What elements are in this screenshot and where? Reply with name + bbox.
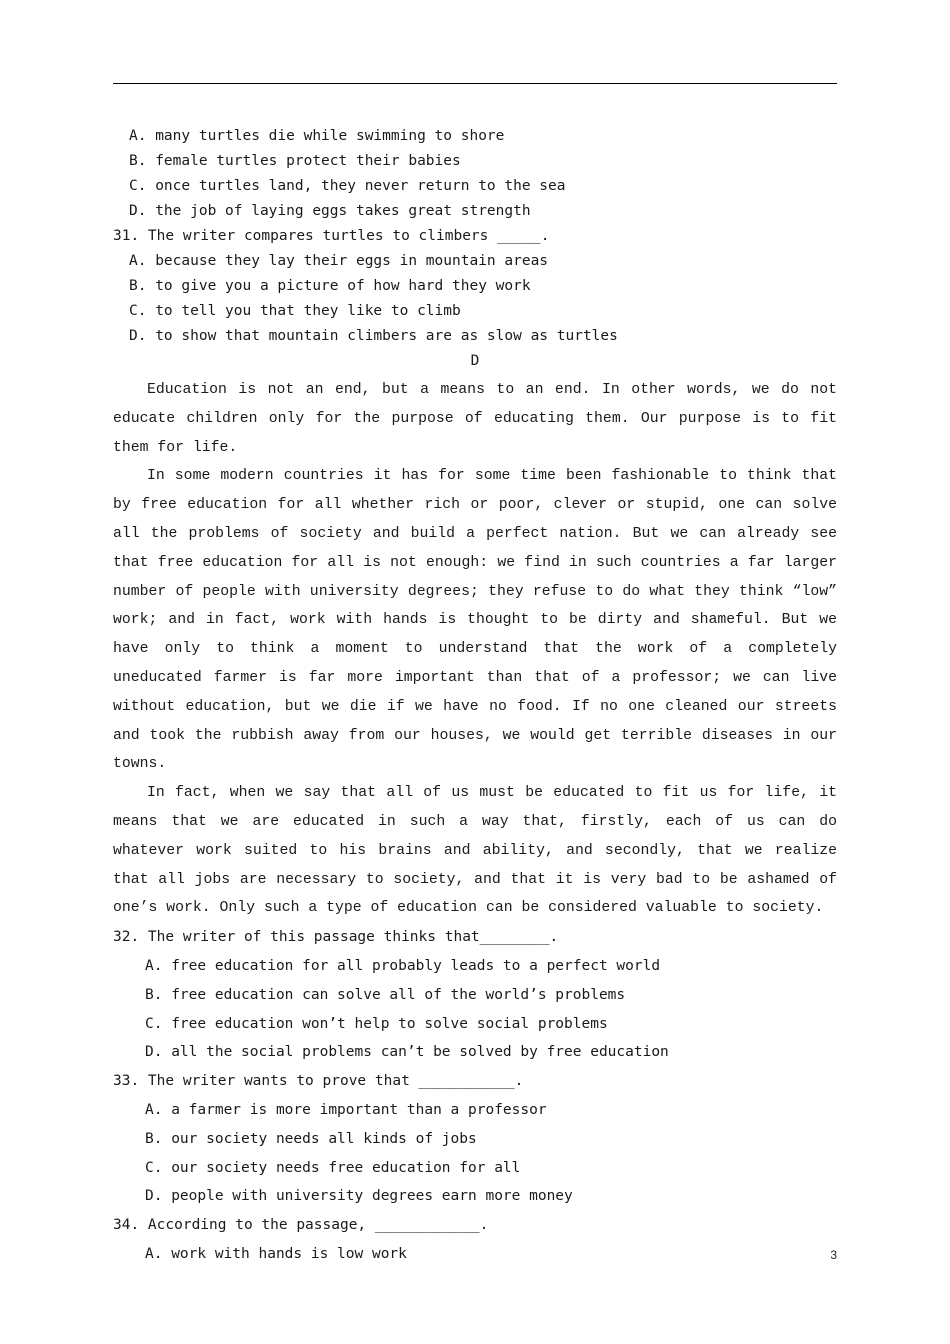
q31-option-a: A. because they lay their eggs in mountain areas [129,253,549,269]
q33-option-b: B. our society needs all kinds of jobs [145,1130,477,1147]
passage-paragraph-3: In fact, when we say that all of us must be educated to fit us for life, it means that we are educated in such a way that, firstly, each of us can do whatever work suited to his brains and ability, and secondly, that we realize that all jobs are necessary to society, and that it is very bad to be ashamed of one’s work. Only such a type of education can be considered valuable to society. [113,785,837,917]
q32-stem: 32. The writer of this passage thinks that________. [113,929,559,946]
q32-option-d: D. all the social problems can’t be solved by free education [145,1044,669,1061]
q30-option-b: B. female turtles protect their babies [129,153,461,169]
q31-option-c: C. to tell you that they like to climb [129,303,461,319]
page-content [113,124,837,1269]
q31-stem: 31. The writer compares turtles to climbers _____. [113,228,550,244]
header-rule [113,83,837,84]
q31-option-b: B. to give you a picture of how hard they work [129,278,531,294]
q32-option-b: B. free education can solve all of the world’s problems [145,986,626,1003]
q30-option-d: D. the job of laying eggs takes great strength [129,203,531,219]
page-number: 3 [830,1248,837,1262]
q34-stem: 34. According to the passage, ____________. [113,1217,489,1234]
q32-option-a: A. free education for all probably leads to a perfect world [145,957,661,974]
q31-option-d: D. to show that mountain climbers are as slow as turtles [129,328,618,344]
q34-option-a: A. work with hands is low work [145,1245,407,1262]
passage-paragraph-2: In some modern countries it has for some time been fashionable to think that by free education for all whether rich or poor, clever or stupid, one can solve all the problems of society and build a perfect nation. But we can already see that free education for all is not enough: we find in such countries a far larger number of people with university degrees; they refuse to do what they think “low” work; and in fact, work with hands is thought to be dirty and shameful. But we have only to think a moment to understand that the work of a completely uneducated farmer is far more important than that of a professor; we can live without education, but we die if we have no food. If no one cleaned our streets and took the rubbish away from our houses, we would get terrible diseases in our towns. [113,468,837,773]
q32-option-c: C. free education won’t help to solve social problems [145,1015,608,1032]
q33-stem: 33. The writer wants to prove that ___________. [113,1073,524,1090]
q33-option-a: A. a farmer is more important than a professor [145,1101,547,1118]
passage-paragraph-1: Education is not an end, but a means to an end. In other words, we do not educate children only for the purpose of educating them. Our purpose is to fit them for life. [113,382,837,456]
section-label-d: D [470,353,480,369]
q30-option-c: C. once turtles land, they never return to the sea [129,178,566,194]
q30-option-a: A. many turtles die while swimming to shore [129,128,505,144]
q33-option-c: C. our society needs free education for all [145,1159,521,1176]
q33-option-d: D. people with university degrees earn more money [145,1188,573,1205]
